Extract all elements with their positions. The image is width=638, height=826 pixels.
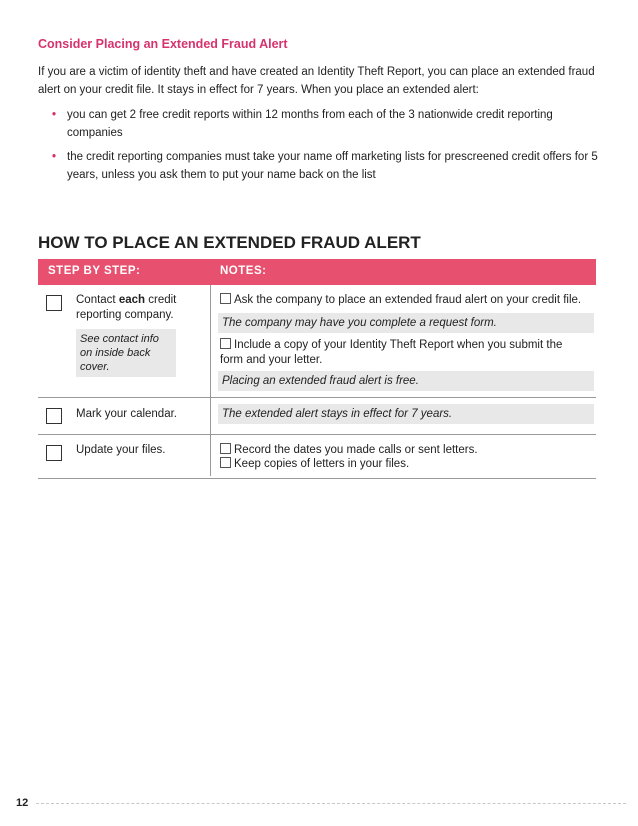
- bullet-icon: •: [52, 109, 57, 121]
- note-item: Record the dates you made calls or sent letters.: [220, 443, 588, 458]
- note-item: Include a copy of your Identity Theft Report when you submit the form and your letter.: [220, 339, 563, 366]
- list-item: [52, 106, 607, 142]
- benefits-list: [52, 106, 607, 190]
- step-text: Update your files.: [76, 444, 166, 456]
- section-title: HOW TO PLACE AN EXTENDED FRAUD ALERT: [38, 233, 421, 252]
- column-header-step: STEP BY STEP:: [48, 265, 141, 277]
- step-text: Contact each credit reporting company.: [76, 294, 177, 321]
- bullet-text: the credit reporting companies must take your name off marketing lists for prescreened credit offers for 5 years, unless you ask them to put your name back on the list: [67, 151, 598, 181]
- checkbox-icon[interactable]: [220, 457, 231, 468]
- note-box: Placing an extended fraud alert is free.: [218, 371, 594, 391]
- intro-paragraph: If you are a victim of identity theft and have created an Identity Theft Report, you can place an extended fraud alert on your credit file. It stays in effect for 7 years. When you place an extended alert:: [38, 66, 595, 96]
- step-text: Mark your calendar.: [76, 408, 177, 420]
- fraud-alert-subheading: Consider Placing an Extended Fraud Alert: [38, 37, 288, 51]
- step-checkbox[interactable]: [46, 445, 62, 461]
- table-row: [38, 285, 596, 398]
- list-item: [52, 148, 607, 184]
- note-box: The extended alert stays in effect for 7 years.: [218, 404, 594, 424]
- footer-divider: [36, 803, 626, 804]
- table-row: [38, 435, 596, 479]
- bullet-text: you can get 2 free credit reports within 12 months from each of the 3 nationwide credit reporting companies: [67, 109, 553, 139]
- step-checkbox[interactable]: [46, 295, 62, 311]
- table-header: [38, 259, 596, 285]
- table-row: [38, 398, 596, 435]
- step-checkbox[interactable]: [46, 408, 62, 424]
- bullet-icon: •: [52, 151, 57, 163]
- column-header-notes: NOTES:: [220, 265, 267, 277]
- checkbox-icon[interactable]: [220, 443, 231, 454]
- note-item: Keep copies of letters in your files.: [220, 457, 588, 472]
- contact-info-hint: See contact info on inside back cover.: [76, 329, 176, 377]
- note-box: The company may have you complete a request form.: [218, 313, 594, 333]
- checkbox-icon[interactable]: [220, 293, 231, 304]
- checkbox-icon[interactable]: [220, 338, 231, 349]
- note-item: Ask the company to place an extended fraud alert on your credit file.: [220, 293, 588, 308]
- steps-table: [38, 259, 596, 479]
- page-number: 12: [16, 797, 29, 809]
